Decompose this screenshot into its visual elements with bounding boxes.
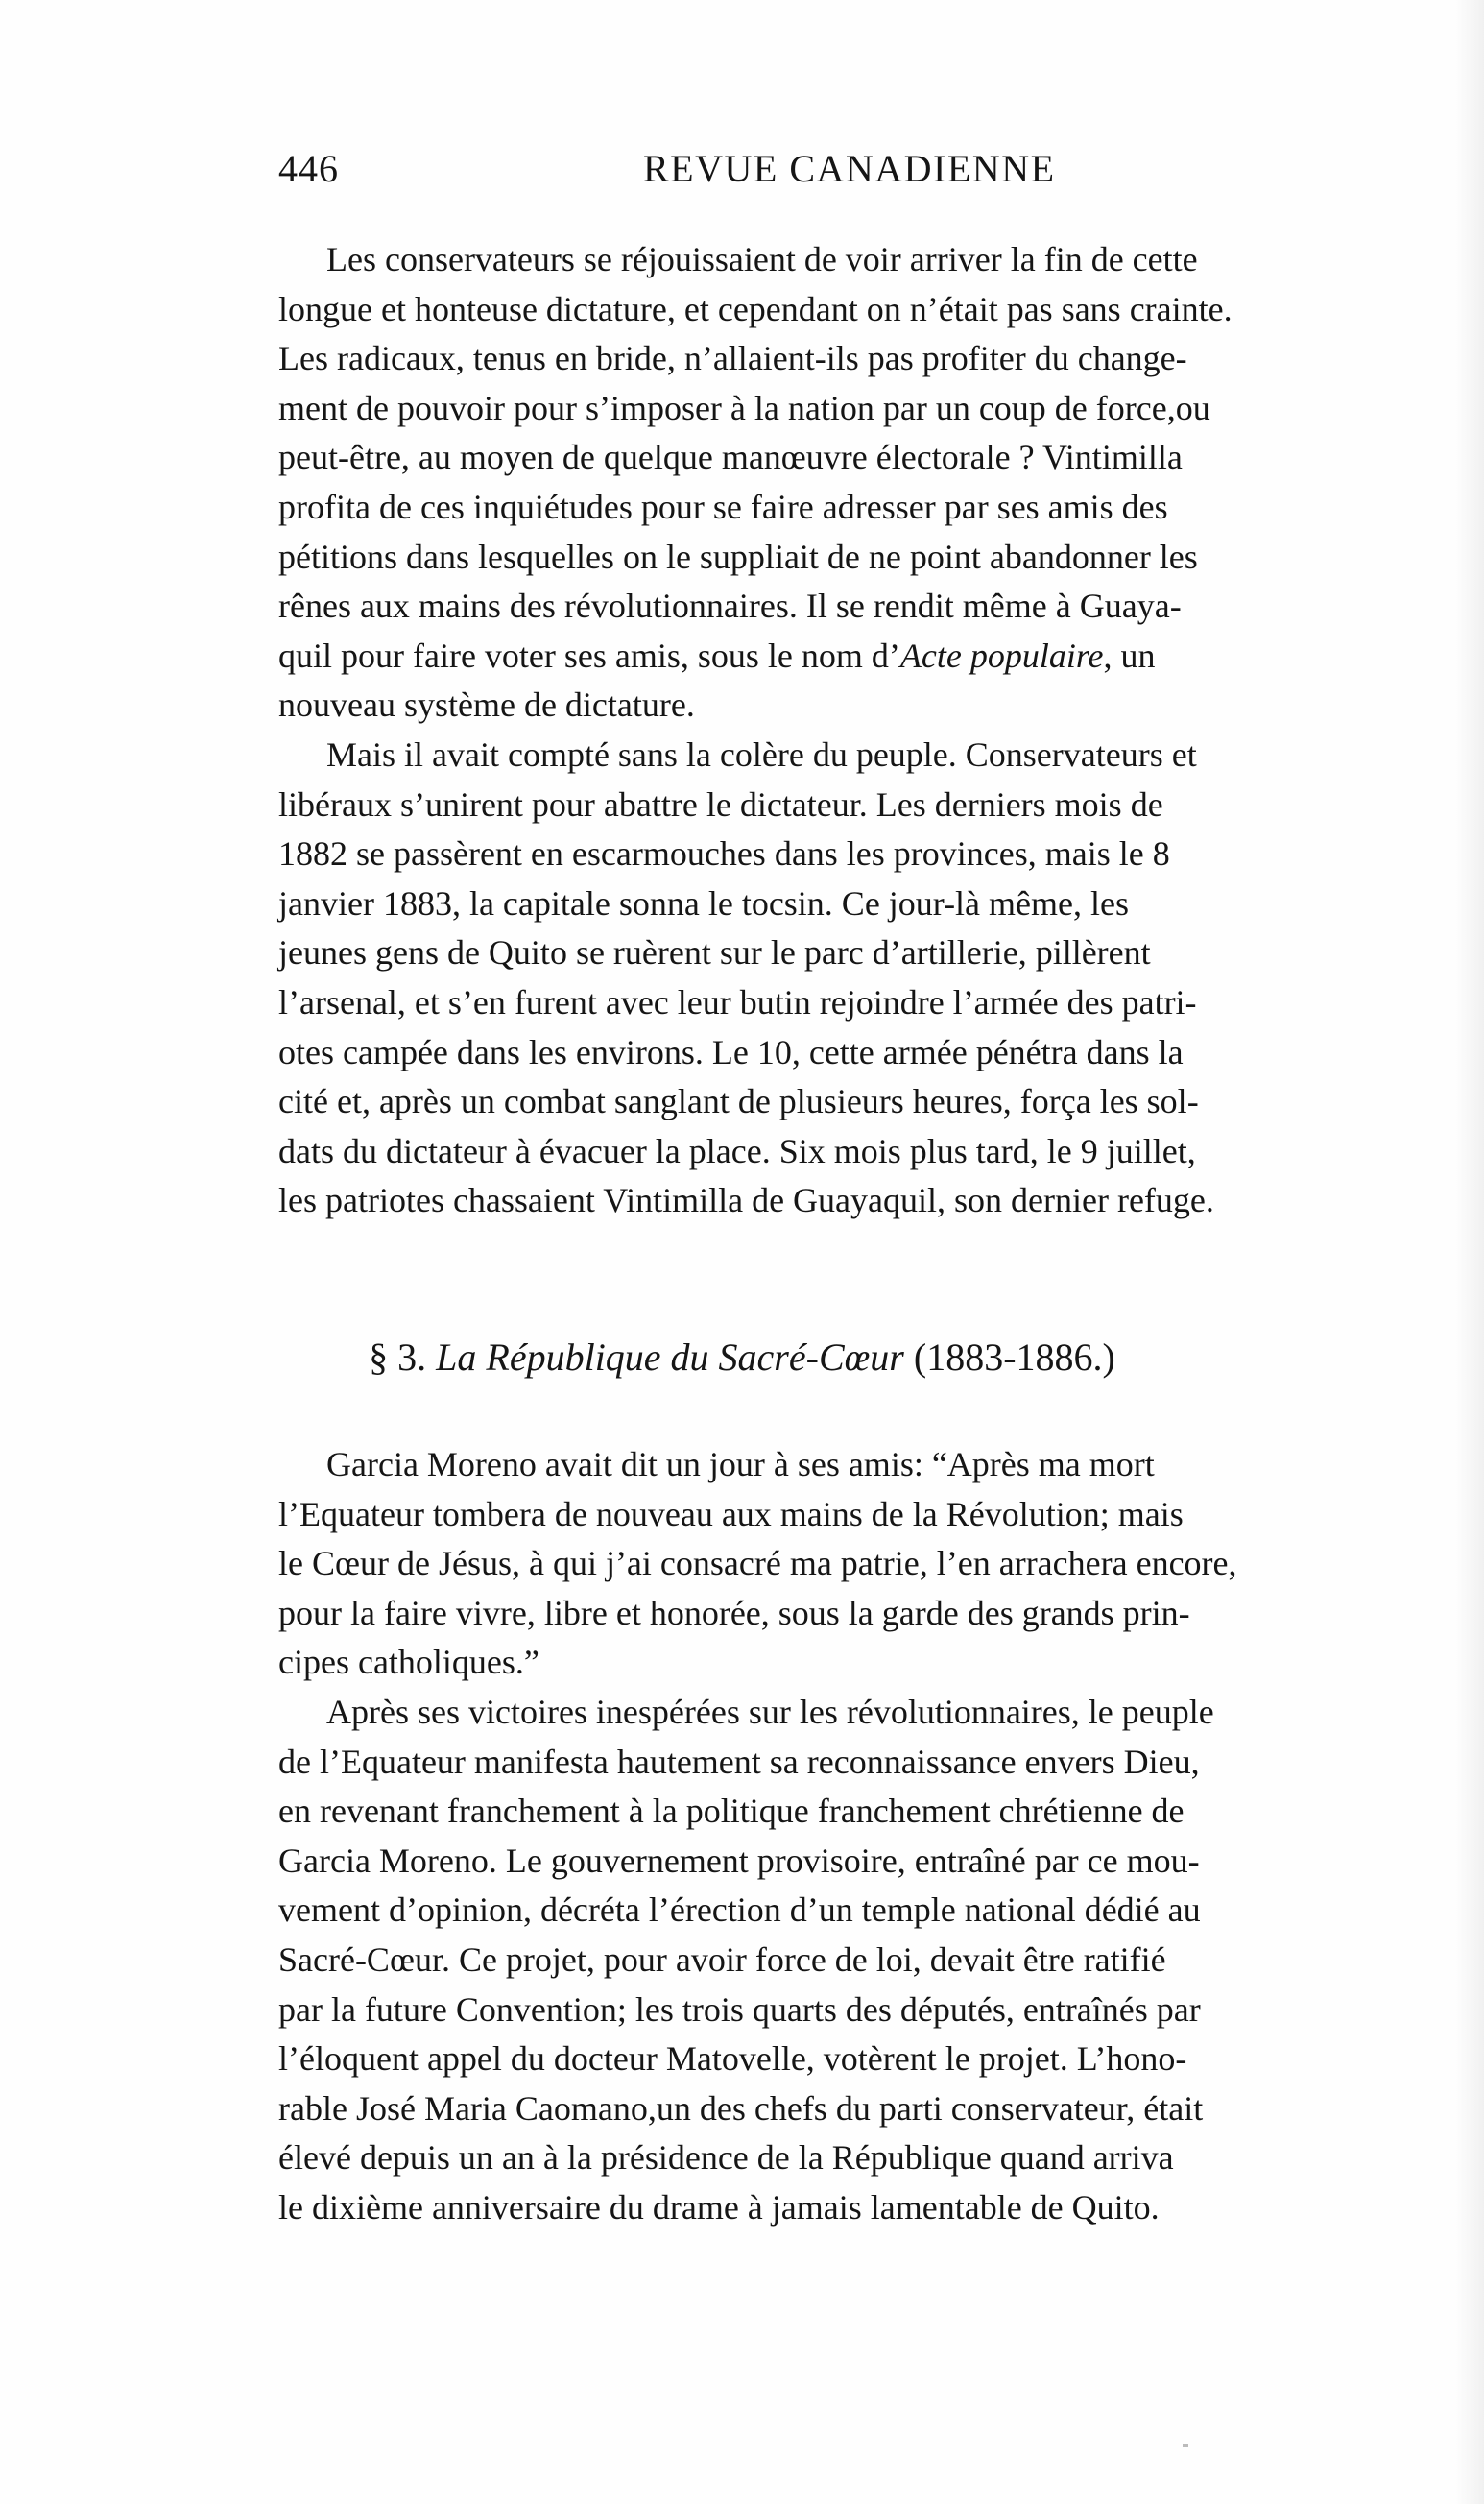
section-heading (0, 1335, 1484, 1380)
text-line: l’Equateur tombera de nouveau aux mains de la Révolution; mais (278, 1494, 1184, 1533)
text-line: nouveau système de dictature. (278, 686, 695, 725)
text-line: rable José Maria Caomano,un des chefs du parti conservateur, était (278, 2088, 1204, 2128)
text-line: rênes aux mains des révolutionnaires. Il se rendit même à Guaya- (278, 587, 1182, 626)
text-line: vement d’opinion, décréta l’érection d’un temple national dédié au (278, 1890, 1201, 1930)
text-line: les patriotes chassaient Vintimilla de Guayaquil, son dernier refuge. (278, 1181, 1214, 1220)
text-line: libéraux s’unirent pour abattre le dictateur. Les derniers mois de (278, 784, 1163, 824)
paragraph (278, 1440, 1464, 1688)
text-line: le dixième anniversaire du drame à jamais lamentable de Quito. (278, 2187, 1160, 2227)
paragraph (278, 731, 1464, 1226)
text-line: jeunes gens de Quito se ruèrent sur le parc d’artillerie, pillèrent (278, 933, 1151, 973)
text-line: élevé depuis un an à la présidence de la République quand arriva (278, 2138, 1174, 2178)
paragraph (278, 235, 1464, 731)
text-line: cité et, après un combat sanglant de plusieurs heures, força les sol- (278, 1082, 1199, 1121)
scan-speck (1183, 2444, 1188, 2447)
section-dates: (1883-1886.) (913, 1336, 1115, 1379)
text-line: pour la faire vivre, libre et honorée, sous la garde des grands prin- (278, 1593, 1190, 1632)
page-header (278, 146, 1123, 213)
text-line: longue et honteuse dictature, et cependant on n’était pas sans crainte. (278, 289, 1233, 328)
text-line: de l’Equateur manifesta hautement sa reconnaissance envers Dieu, (278, 1742, 1200, 1781)
text-line: par la future Convention; les trois quarts des députés, entraînés par (278, 1989, 1201, 2029)
text-line: Mais il avait compté sans la colère du peuple. Conservateurs et (326, 734, 1197, 774)
text-line: Les conservateurs se réjouissaient de voir arriver la fin de cette (326, 240, 1198, 278)
text-block-1 (278, 235, 1464, 1226)
text-line: Garcia Moreno. Le gouvernement provisoire, entraîné par ce mou- (278, 1841, 1200, 1880)
running-title: REVUE CANADIENNE (643, 147, 1056, 190)
page-number: 446 (278, 147, 339, 190)
text-line: profita de ces inquiétudes pour se faire adresser par ses amis des (278, 487, 1168, 526)
text-line: 1882 se passèrent en escarmouches dans les provinces, mais le 8 (278, 834, 1170, 874)
text-line: le Cœur de Jésus, à qui j’ai consacré ma patrie, l’en arrachera encore, (278, 1544, 1237, 1583)
text-line: quil pour faire voter ses amis, sous le nom d’Acte populaire, un (278, 636, 1156, 675)
text-line: peut-être, au moyen de quelque manœuvre électorale ? Vintimilla (278, 438, 1183, 477)
italic-title: Acte populaire (899, 636, 1104, 675)
text-line: janvier 1883, la capitale sonna le tocsin. Ce jour-là même, les (278, 883, 1129, 923)
text-line: Après ses victoires inespérées sur les révolutionnaires, le peuple (326, 1692, 1214, 1731)
text-line: cipes catholiques.” (278, 1643, 539, 1682)
text-line: otes campée dans les environs. Le 10, cette armée pénétra dans la (278, 1032, 1184, 1071)
text-line: en revenant franchement à la politique franchement chrétienne de (278, 1792, 1185, 1831)
page-gutter-shadow (1455, 0, 1484, 2504)
text-line: Les radicaux, tenus en bride, n’allaient-ils pas profiter du change- (278, 339, 1187, 378)
section-title: La République du Sacré-Cœur (436, 1336, 904, 1379)
text-line: l’éloquent appel du docteur Matovelle, votèrent le projet. L’hono- (278, 2039, 1187, 2079)
section-number: § 3. (369, 1336, 427, 1379)
text-line: dats du dictateur à évacuer la place. Six mois plus tard, le 9 juillet, (278, 1131, 1196, 1170)
paragraph (278, 1688, 1464, 2233)
text-block-2 (278, 1440, 1464, 2233)
text-line: Sacré-Cœur. Ce projet, pour avoir force de loi, devait être ratifié (278, 1939, 1166, 1979)
text-line: Garcia Moreno avait dit un jour à ses amis: “Après ma mort (326, 1445, 1155, 1483)
text-line: ment de pouvoir pour s’imposer à la nation par un coup de force,ou (278, 388, 1210, 427)
text-line: l’arsenal, et s’en furent avec leur butin rejoindre l’armée des patri- (278, 982, 1197, 1022)
text-line: pétitions dans lesquelles on le suppliait de ne point abandonner les (278, 537, 1198, 576)
